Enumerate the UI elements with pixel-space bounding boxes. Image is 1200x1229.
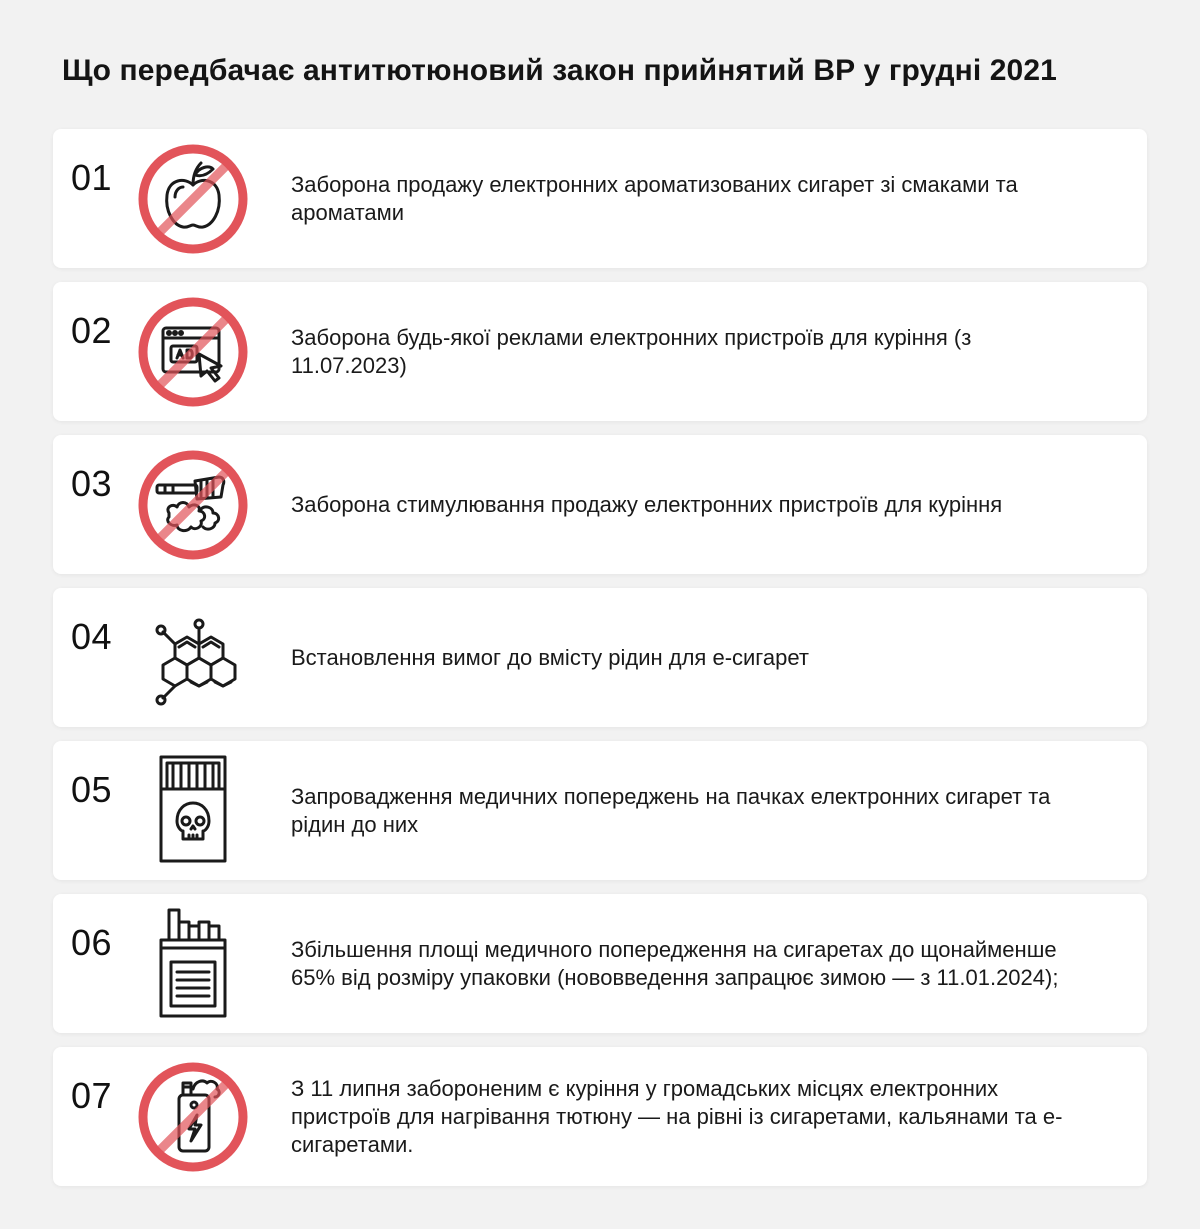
cigarette-pack-warning-icon (135, 906, 251, 1022)
list-item (53, 894, 1147, 1033)
list-item (53, 588, 1147, 727)
vape-promo-ban-icon (135, 447, 251, 563)
item-number: 06 (71, 922, 113, 963)
rules-list (53, 129, 1147, 1200)
item-number: 07 (71, 1075, 113, 1116)
item-text: Збільшення площі медичного попередження на сигаретах до щонайменше 65% від розміру упаковки (нововведення запрацює зимою — з 11.01.2024); (291, 936, 1059, 990)
page-title: Що передбачає антитютюновий закон прийнятий ВР у грудні 2021 (62, 54, 1057, 87)
item-text: Запровадження медичних попереджень на пачках електронних сигарет та рідин до них (291, 783, 1051, 837)
item-number: 04 (71, 616, 113, 657)
list-item (53, 435, 1147, 574)
ad-ban-icon (135, 294, 251, 410)
list-item (53, 129, 1147, 268)
item-number: 01 (71, 157, 113, 198)
item-text: З 11 липня забороненим є куріння у громадських місцях електронних пристроїв для нагрівання тютюну — на рівні із сигаретами, кальянами та е-сигаретами. (291, 1075, 1063, 1157)
item-number: 03 (71, 463, 113, 504)
list-item (53, 1047, 1147, 1186)
item-number: 05 (71, 769, 113, 810)
cigarette-pack-skull-icon (135, 753, 251, 869)
apple-ban-icon (135, 141, 251, 257)
list-item (53, 741, 1147, 880)
item-text: Заборона стимулювання продажу електронних пристроїв для куріння (291, 491, 1003, 517)
molecule-icon (135, 600, 251, 716)
item-text: Встановлення вимог до вмісту рідин для е-сигарет (291, 644, 809, 670)
item-text: Заборона будь-якої реклами електронних пристроїв для куріння (з 11.07.2023) (291, 324, 972, 378)
item-text: Заборона продажу електронних ароматизованих сигарет зі смаками та ароматами (291, 171, 1018, 225)
list-item (53, 282, 1147, 421)
item-number: 02 (71, 310, 113, 351)
heated-tobacco-ban-icon (135, 1059, 251, 1175)
